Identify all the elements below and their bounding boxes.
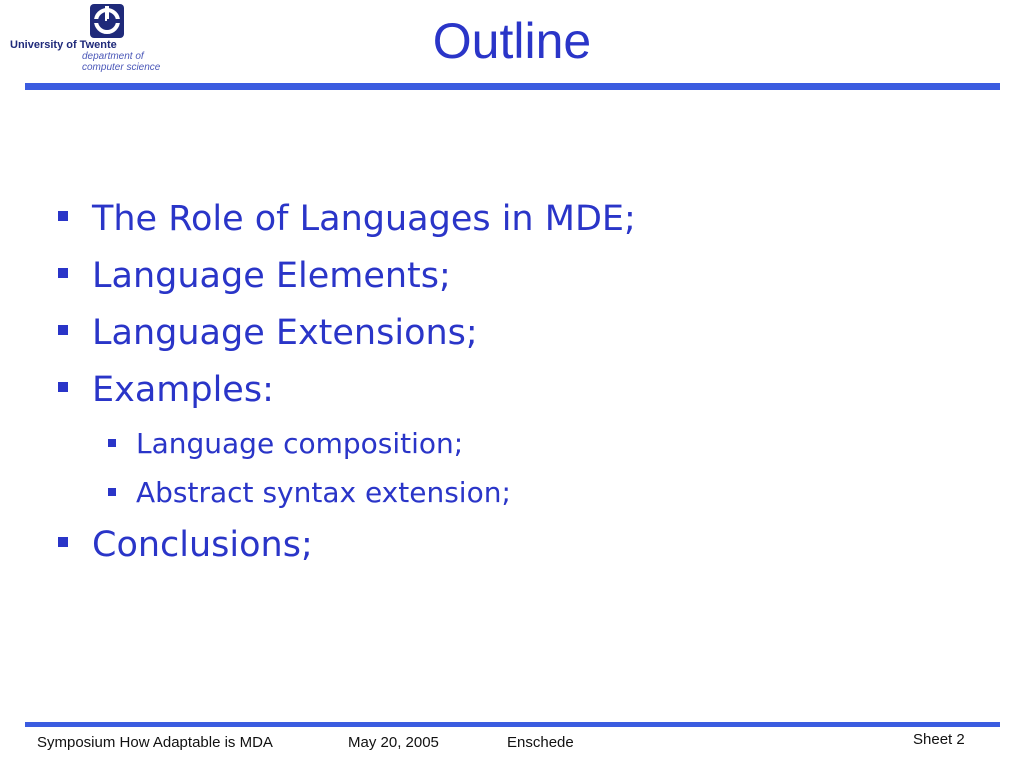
square-bullet-icon — [108, 439, 116, 447]
footer-date: May 20, 2005 — [348, 734, 439, 751]
outline-item-text: The Role of Languages in MDE; — [92, 199, 636, 239]
square-bullet-icon — [58, 537, 68, 547]
outline-sub-item-text: Language composition; — [136, 427, 464, 460]
square-bullet-icon — [58, 325, 68, 335]
footer-location: Enschede — [507, 734, 574, 751]
outline-item — [52, 362, 636, 419]
department-line-1: department of — [82, 51, 144, 62]
square-bullet-icon — [58, 211, 68, 221]
slide-title: Outline — [432, 13, 592, 69]
university-name: University of Twente — [10, 39, 117, 51]
outline-item-text: Language Extensions; — [92, 313, 478, 353]
footer-divider — [25, 722, 1000, 727]
square-bullet-icon — [58, 268, 68, 278]
footer-event: Symposium How Adaptable is MDA — [37, 734, 273, 751]
outline-item-text: Language Elements; — [92, 256, 451, 296]
department-line-2: computer science — [82, 62, 161, 73]
outline-item-text: Examples: — [92, 370, 274, 410]
outline-sub-item-text: Abstract syntax extension; — [136, 476, 511, 509]
sheet-number: Sheet 2 — [913, 731, 965, 748]
square-bullet-icon — [58, 382, 68, 392]
outline-item-text: Conclusions; — [92, 525, 313, 565]
outline-item — [52, 305, 636, 362]
outline-list — [52, 191, 636, 574]
outline-sub-item — [52, 468, 636, 517]
outline-item — [52, 517, 636, 574]
header-divider — [25, 83, 1000, 90]
outline-item — [52, 191, 636, 248]
outline-sub-item — [52, 419, 636, 468]
square-bullet-icon — [108, 488, 116, 496]
outline-item — [52, 248, 636, 305]
